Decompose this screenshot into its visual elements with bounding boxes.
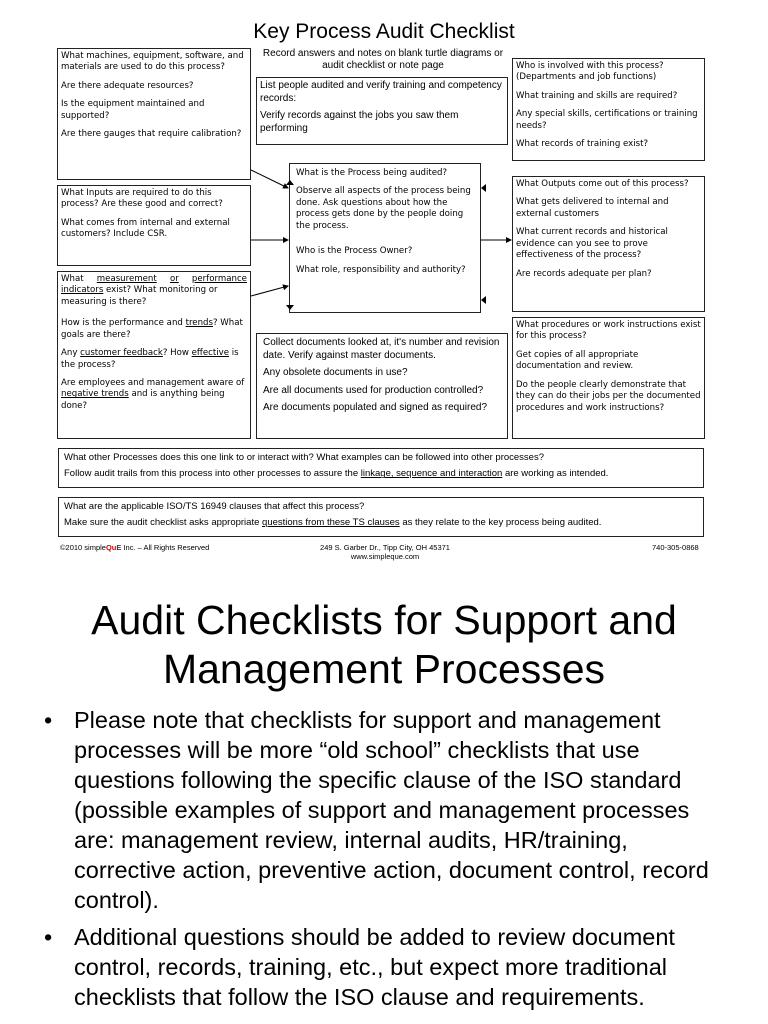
- phone: 740-305-0868: [652, 543, 699, 552]
- documents-q3: Are all documents used for production controlled?: [263, 384, 484, 396]
- bullet-item: [44, 922, 734, 1012]
- center-q3: Who is the Process Owner?: [296, 246, 413, 257]
- clauses-link-text: questions from these TS clauses: [262, 517, 400, 529]
- documents-q2: Any obsolete documents in use?: [263, 367, 408, 378]
- measurement-word-what: What: [61, 274, 84, 284]
- record-note: Record answers and notes on blank turtle diagrams or audit checklist or note page: [262, 48, 504, 71]
- copyright-post: Inc. – All Rights Reserved: [121, 543, 210, 552]
- brand-mark: QuE: [105, 543, 122, 552]
- clauses-answer-post: as they relate to the key process being audited.: [402, 517, 602, 529]
- copyright-pre: ©2010 simple: [60, 543, 106, 552]
- linkage-answer-pre: Follow audit trails from this process into other processes to assure the: [64, 468, 359, 480]
- arrow-top-right: [481, 184, 486, 192]
- linkage-question: What other Processes does this one link to or interact with? What examples can be followed into other processes?: [64, 452, 544, 463]
- effective-text: effective: [191, 348, 229, 359]
- linkage-answer-post: are working as intended.: [504, 468, 609, 480]
- people-audited-line2: Verify records against the jobs you saw them performing: [260, 110, 459, 134]
- measurement-word-performance: performance: [191, 274, 247, 284]
- website: www.simpleque.com: [350, 552, 420, 562]
- documents-q1: Collect documents looked at, it's number and revision date. Verify against master documents.: [263, 337, 500, 361]
- arrow-bottom-right: [481, 296, 486, 304]
- center-q4: What role, responsibility and authority?: [296, 264, 466, 275]
- goals-text: ? What goals are there?: [61, 318, 243, 340]
- center-q2: Observe all aspects of the process being done. Ask questions about how the process gets done by the people doing the process.: [296, 186, 471, 231]
- negative-trends-text: negative trends: [61, 389, 129, 400]
- customer-feedback-text: customer feedback: [80, 348, 163, 359]
- center-q1: What is the Process being audited?: [296, 168, 448, 178]
- training-q1: Who is involved with this process? (Departments and job functions): [516, 61, 664, 83]
- clauses-question: What are the applicable ISO/TS 16949 clauses that affect this process?: [64, 501, 365, 512]
- feedback-any: Any: [61, 348, 78, 359]
- aware-text: Are employees and management aware of: [61, 377, 245, 388]
- resources-q4: Are there gauges that require calibration?: [61, 129, 242, 140]
- aware-done-text: and is anything being done?: [61, 389, 225, 411]
- resources-q2: Are there adequate resources?: [61, 80, 194, 91]
- slide-title: Audit Checklists for Support and Management Processes: [91, 597, 677, 693]
- people-audited-line1: List people audited and verify training and competency records:: [260, 80, 502, 104]
- outputs-q4: Are records adequate per plan?: [516, 268, 652, 279]
- training-q3: Any special skills, certifications or training needs?: [516, 109, 698, 131]
- arrow-measurement: [251, 286, 288, 296]
- bullet-dot-icon: •: [44, 924, 53, 950]
- training-q2: What training and skills are required?: [516, 90, 678, 101]
- trends-link-text: trends: [185, 318, 213, 329]
- feedback-process: is the process?: [61, 348, 239, 370]
- bullet-text: Please note that checklists for support and management processes will be more “old school” checklists that use questions following the specific clause of the ISO standard (possible examples of support and management processes are: management review, internal audits, HR/training, corrective action, preventive action, document control, record control).: [74, 707, 709, 914]
- documents-q4: Are documents populated and signed as required?: [263, 402, 488, 413]
- feedback-how: ? How: [162, 348, 189, 359]
- arrow-top-left: [286, 180, 294, 185]
- bullet-dot-icon: •: [44, 707, 53, 733]
- bullet-text: Additional questions should be added to review document control, records, training, etc., but expect more traditional checklists that follow the ISO clause and requirements.: [74, 924, 675, 1011]
- resources-q1: What machines, equipment, software, and materials are used to do this process?: [61, 51, 244, 73]
- measurement-word-measurement: measurement: [96, 274, 157, 284]
- outputs-q2: What gets delivered to internal and external customers: [516, 197, 669, 219]
- inputs-q1: What Inputs are required to do this process? Are these good and correct?: [61, 188, 223, 210]
- procedures-q3: Do the people clearly demonstrate that they can do their jobs per the documented procedures and work instructions?: [516, 379, 701, 413]
- linkage-sequence-text: linkage, sequence and interaction: [360, 468, 503, 480]
- measurement-monitoring: exist? What monitoring or measuring is there?: [61, 285, 218, 307]
- bullet-item: [44, 705, 734, 916]
- procedures-q1: What procedures or work instructions exist for this process?: [516, 320, 701, 342]
- procedures-q2: Get copies of all appropriate documentation and review.: [516, 349, 639, 372]
- arrow-bottom-left: [286, 305, 294, 310]
- inputs-q2: What comes from internal and external customers? Include CSR.: [61, 217, 230, 240]
- training-q4: What records of training exist?: [516, 139, 649, 150]
- outputs-q1: What Outputs come out of this process?: [516, 179, 689, 189]
- performance-text: How is the performance and: [61, 318, 183, 329]
- checklist-title: Key Process Audit Checklist: [253, 20, 515, 43]
- clauses-answer-pre: Make sure the audit checklist asks appropriate: [64, 517, 260, 529]
- address: 249 S. Garber Dr., Tipp City, OH 45371: [320, 543, 450, 552]
- measurement-indicators: indicators: [61, 285, 104, 296]
- arrow-resources: [251, 170, 288, 188]
- measurement-word-or: or: [169, 274, 179, 284]
- resources-q3: Is the equipment maintained and supported?: [61, 99, 205, 121]
- outputs-q3: What current records and historical evidence can you see to prove effectiveness of the process?: [516, 227, 668, 261]
